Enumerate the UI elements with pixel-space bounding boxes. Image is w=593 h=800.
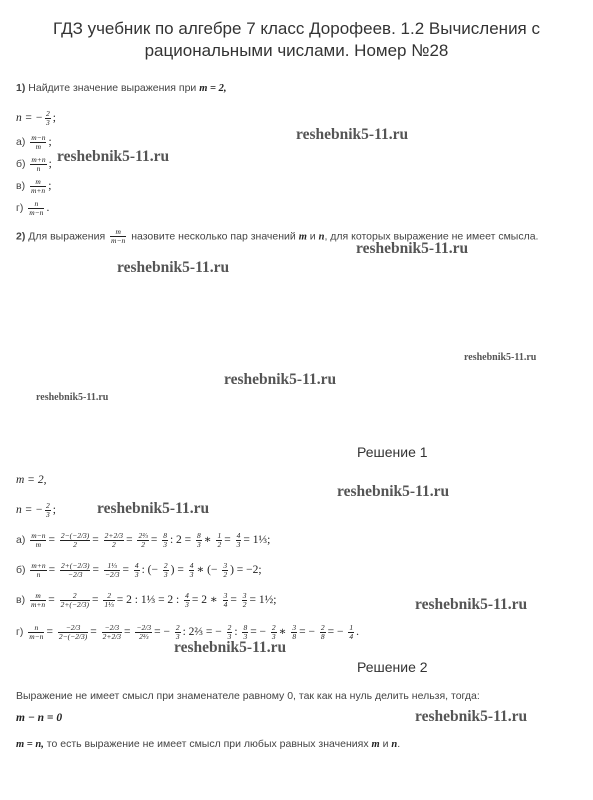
formula-fraction: $\frac{3}{2}$ [242,591,247,609]
watermark: reshebnik5-11.ru [117,259,230,276]
fraction-numerator: 2 [46,501,50,510]
formula-fraction: $\frac{4}{3}$ [134,561,139,579]
formula-fraction: $\frac{m+n}{n}$ [31,561,46,579]
watermark: reshebnik5-11.ru [464,352,537,363]
watermark: reshebnik5-11.ru [174,639,287,656]
solution2-conclusion-eq: m = n, [16,739,44,750]
formula-fraction: $\frac{2}{3}$ [163,561,168,579]
formula-fraction: $\frac{2+(-2/3)}{-2/3}$ [61,561,90,579]
fraction-numerator: m [110,228,126,237]
task-n-lhs: n = − [16,112,44,125]
formula-fraction: $\frac{\text{2⅔}}{2}$ [138,531,148,549]
formula-fraction: $\frac{8}{3}$ [197,531,201,549]
task-part1-text: Найдите значение выражения при [28,82,197,94]
watermark: reshebnik5-11.ru [337,483,450,500]
solution1-n-fraction [45,502,51,519]
fraction-numerator: 2 [46,109,50,118]
watermark: reshebnik5-11.ru [36,392,109,403]
watermark: reshebnik5-11.ru [415,596,528,613]
item-label: г) [16,626,24,639]
watermark: reshebnik5-11.ru [97,500,210,517]
task-part1 [16,82,226,94]
task-item-a-fraction [30,134,46,151]
formula-fraction: $\frac{-2/3}{2-(-2/3)}$ [58,623,88,641]
solution2-heading: Решение 2 [357,659,428,675]
formula-fraction: $\frac{8}{3}$ [243,623,248,641]
task-part2-fraction [110,228,126,245]
formula-fraction: $\frac{3}{8}$ [292,623,297,641]
formula-fraction: $\frac{2+2/3}{2}$ [104,531,124,549]
solution2-conclusion [16,738,400,750]
task-part1-number: 1) [16,82,26,94]
fraction-numerator: m [30,178,46,187]
formula-fraction: $\frac{2-(-2/3)}{2}$ [60,531,90,549]
formula-fraction: $\frac{3}{4}$ [223,591,228,609]
fraction-denominator: m−n [111,236,126,245]
item-label: б) [16,564,26,577]
watermark: reshebnik5-11.ru [296,126,409,143]
watermark: reshebnik5-11.ru [415,708,528,725]
solution1-n: n = − $\frac{2}{3}$ ; [16,501,56,519]
formula-fraction: $\frac{\text{1⅓}}{-2/3}$ [104,561,120,579]
formula-fraction: $\frac{3}{2}$ [223,561,228,579]
fraction-denominator: n [36,164,41,173]
formula-fraction: $\frac{4}{3}$ [236,531,241,549]
formula-fraction: $\frac{n}{m-n}$ [29,623,44,641]
task-part2-text-a: Для выражения [28,230,106,243]
fraction-numerator: m−n [31,133,46,142]
formula-fraction: $\frac{m}{m+n}$ [30,591,46,609]
fraction-denominator: m [35,142,42,151]
task-item-v: в) $\frac{m}{m+n}$ ; [16,177,52,195]
formula-fraction: $\frac{1}{4}$ [349,623,354,641]
solution2-equation [16,712,62,724]
solution1-a: а) $\frac{m-n}{m}$ = $\frac{2-(-2/3)}{2}$ = $\frac{2+2/3}{2}$ = $\frac{\text{2⅔}}{2}$ = $\frac{8}{3}$ : 2 = $\frac{8}{3}$ ∗ $\frac{1}{2}$ = $\frac{4}{3}$ = 1⅓; [16,531,271,549]
task-item-b-fraction [30,156,46,173]
solution2-text: Выражение не имеет смысл при знаменателе равному 0, так как на нуль делить нельзя, тогда: [16,690,480,702]
solution2-equation-text: m − n = 0 [16,712,63,724]
formula-fraction: $\frac{4}{3}$ [189,561,194,579]
variable-m: m [371,739,380,750]
formula-fraction: $\frac{m-n}{m}$ [31,531,46,549]
conjunction: и [309,230,316,243]
formula-fraction: $\frac{8}{3}$ [163,531,167,549]
formula-fraction: $\frac{-2/3}{2+2/3}$ [102,623,122,641]
task-item-a: а) $\frac{m-n}{m}$ ; [16,133,52,151]
formula-fraction: $\frac{-2/3}{\text{2⅔}}$ [136,623,152,641]
task-item-g-fraction [28,200,44,217]
task-n-fraction [45,110,51,127]
variable-n: n [391,739,398,750]
page-title: ГДЗ учебник по алгебре 7 класс Дорофеев. 1.2 Вычисления с рациональными числами. Номер №28 [53,19,540,60]
solution1-m [16,474,46,486]
formula-fraction: $\frac{1}{2}$ [217,531,222,549]
formula-fraction: $\frac{2}{3}$ [271,623,276,641]
fraction-numerator: m+n [31,155,46,164]
solution1-v: в) $\frac{m}{m+n}$ = $\frac{2}{2+(-2/3)}$ = $\frac{2}{\text{1⅓}}$ = 2 : 1⅓ = 2 : $\frac{4}{3}$ = 2 ∗ $\frac{3}{4}$ = $\frac{3}{2}$ = 1½; [16,591,277,609]
formula-fraction: $\frac{2}{2+(-2/3)}$ [60,591,90,609]
solution1-b: б) $\frac{m+n}{n}$ = $\frac{2+(-2/3)}{-2/3}$ = $\frac{\text{1⅓}}{-2/3}$ = $\frac{4}{3}$ : (− $\frac{2}{3}$ ) = $\frac{4}{3}$ ∗ (− $\frac{3}{2}$ ) = −2; [16,561,262,579]
task-item-b: б) $\frac{m+n}{n}$ ; [16,155,52,173]
item-label: в) [16,594,26,607]
task-item-v-fraction [30,178,46,195]
fraction-denominator: 3 [46,510,50,519]
variable-n: n [318,231,325,243]
task-item-g: г) $\frac{n}{m-n}$ . [16,199,50,217]
fraction-denominator: m+n [30,186,46,195]
conjunction: и [382,738,389,750]
solution1-n-lhs: n = − [16,504,44,517]
formula-fraction: $\frac{2}{3}$ [175,623,180,641]
solution1-heading: Решение 1 [357,444,428,460]
task-part2-text-c: , для которых выражение не имеет смысла. [324,230,539,243]
item-label: а) [16,136,26,149]
item-label: г) [16,202,24,215]
task-n-condition: n = − $\frac{2}{3}$ ; [16,109,56,127]
fraction-denominator: m−n [29,208,44,217]
item-label: б) [16,158,26,171]
formula-fraction: $\frac{2}{8}$ [320,623,325,641]
period: . [397,738,401,750]
variable-m: m [298,231,307,243]
item-label: в) [16,180,26,193]
task-part2-text-b: назовите несколько пар значений [131,230,296,243]
watermark: reshebnik5-11.ru [224,371,337,388]
solution1-m-text: m = 2, [16,474,47,486]
fraction-numerator: n [28,200,44,209]
task-part1-condition: m = 2, [199,83,227,94]
formula-fraction: $\frac{2}{\text{1⅓}}$ [104,591,114,609]
item-label: а) [16,534,26,547]
watermark: reshebnik5-11.ru [57,148,170,165]
solution1-g: г) $\frac{n}{m-n}$ = $\frac{-2/3}{2-(-2/3)}$ = $\frac{-2/3}{2+2/3}$ = $\frac{-2/3}{\text{2⅔}}$ = − $\frac{2}{3}$ : 2⅔ = − $\frac{2}{3}$ : $\frac{8}{3}$ = − $\frac{2}{3}$ ∗ $\frac{3}{8}$ = − $\frac{2}{8}$ = − $\frac{1}{4}$ . [16,623,359,641]
watermark: reshebnik5-11.ru [356,240,469,257]
solution2-conclusion-text: то есть выражение не имеет смысл при любых равных значениях [46,738,369,750]
formula-fraction: $\frac{4}{3}$ [185,591,189,609]
formula-fraction: $\frac{2}{3}$ [227,623,232,641]
fraction-denominator: 3 [46,118,50,127]
task-part2-number: 2) [16,230,26,243]
